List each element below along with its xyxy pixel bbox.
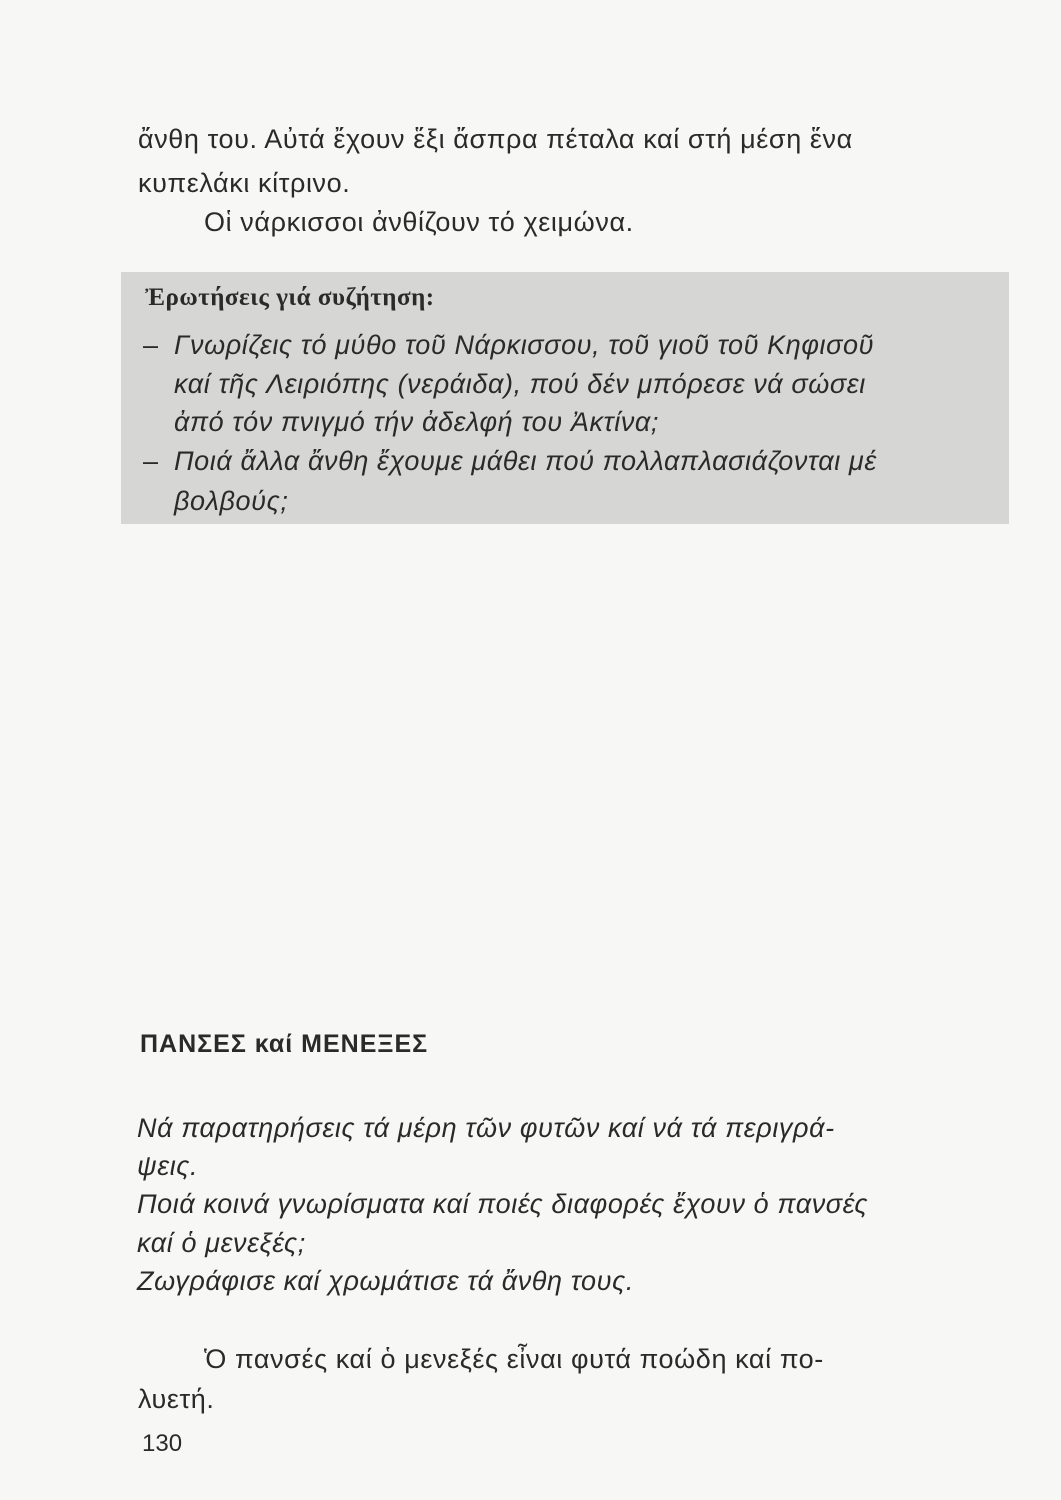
- task-2-line-2: καί ὁ μενεξές;: [137, 1228, 306, 1258]
- question-1-line-3: ἀπό τόν πνιγμό τήν ἀδελφή του Ἀκτίνα;: [174, 407, 660, 437]
- page-number: 130: [142, 1430, 183, 1457]
- body-line-2: λυετή.: [138, 1384, 215, 1414]
- question-2-line-2: βολβούς;: [174, 486, 289, 516]
- task-3-line-1: Ζωγράφισε καί χρωμάτισε τά ἄνθη τους.: [137, 1266, 634, 1296]
- question-1-line-1: Γνωρίζεις τό μύθο τοῦ Νάρκισσου, τοῦ γιοῦ τοῦ Κηφισοῦ: [174, 330, 875, 360]
- discussion-questions-title: Ἐρωτήσεις γιά συζήτηση:: [145, 284, 435, 311]
- intro-line-3: Οἱ νάρκισσοι ἀνθίζουν τό χειμώνα.: [204, 207, 634, 237]
- question-1-dash: –: [143, 330, 159, 360]
- question-2-dash: –: [143, 446, 159, 476]
- intro-line-1: ἄνθη του. Αὐτά ἔχουν ἕξι ἄσπρα πέταλα καί στή μέση ἕνα: [138, 124, 853, 154]
- question-2-line-1: Ποιά ἄλλα ἄνθη ἔχουμε μάθει πού πολλαπλασιάζονται μέ: [174, 446, 877, 476]
- task-1-line-2: ψεις.: [137, 1151, 199, 1181]
- intro-line-2: κυπελάκι κίτρινο.: [138, 168, 351, 198]
- body-line-1: Ὁ πανσές καί ὁ μενεξές εἶναι φυτά ποώδη καί πο-: [204, 1344, 824, 1374]
- task-2-line-1: Ποιά κοινά γνωρίσματα καί ποιές διαφορές ἔχουν ὁ πανσές: [137, 1189, 869, 1219]
- question-1-line-2: καί τῆς Λειριόπης (νεράιδα), πού δέν μπόρεσε νά σώσει: [174, 369, 866, 399]
- task-1-line-1: Νά παρατηρήσεις τά μέρη τῶν φυτῶν καί νά τά περιγρά-: [137, 1113, 835, 1143]
- section-heading: ΠΑΝΣΕΣ καί ΜΕΝΕΞΕΣ: [140, 1030, 429, 1058]
